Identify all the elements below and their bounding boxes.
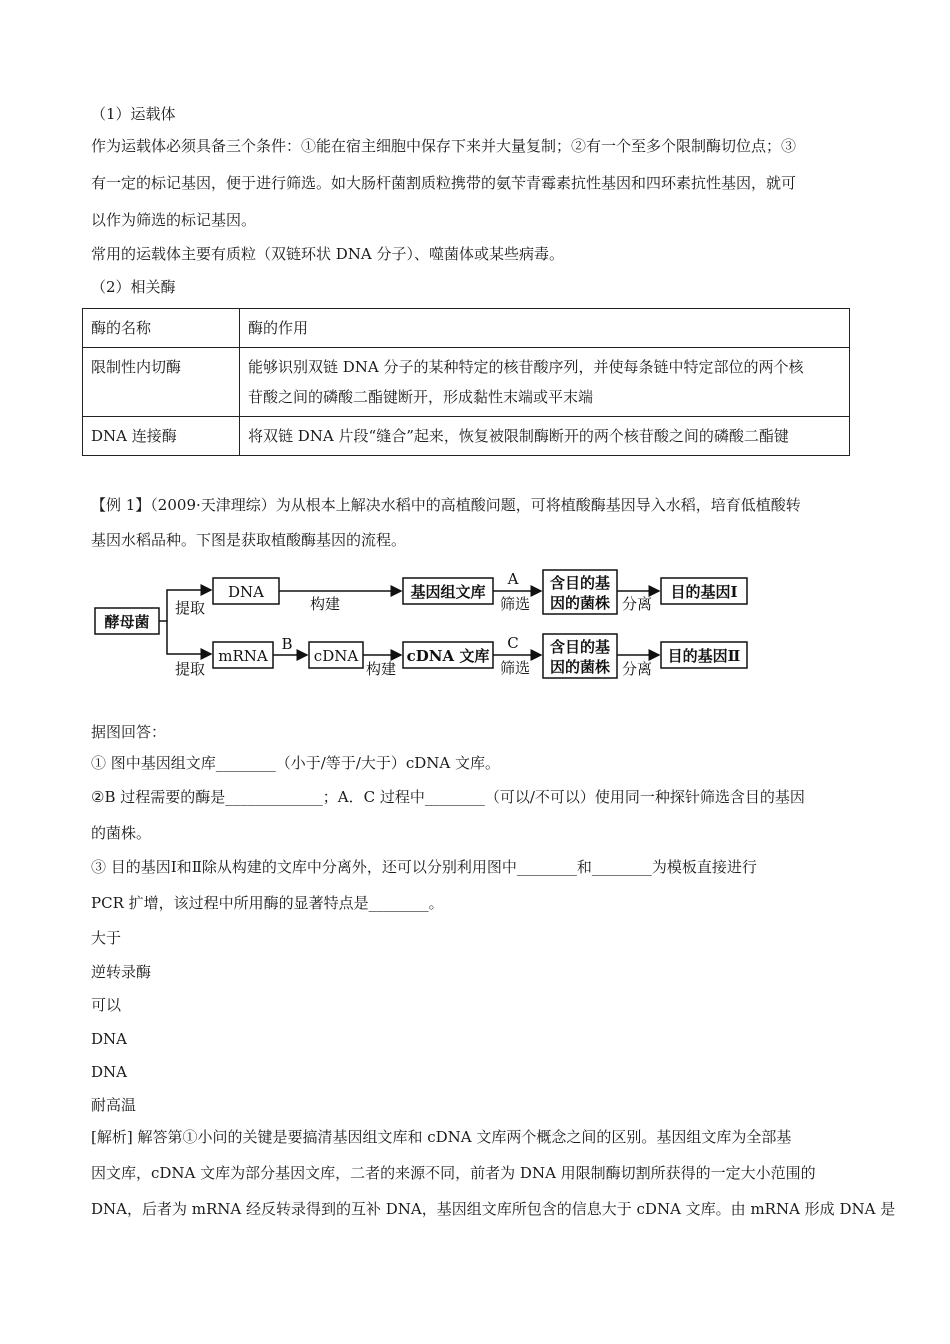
enzyme-effect-line: 苷酸之间的磷酸二酯键断开，形成黏性末端或平末端 (248, 388, 594, 406)
screen-label-top: 筛选 (499, 595, 531, 613)
separate-label-top: 分离 (621, 595, 653, 613)
strain-label-bottom-1: 含目的基 (549, 638, 611, 656)
cdna-label: cDNA (313, 647, 359, 665)
enzyme-table (82, 308, 850, 456)
analysis-line2: 因文库，cDNA 文库为部分基因文库，二者的来源不同，前者为 DNA 用限制酶切割所获得的一定大小范围的 (91, 1164, 816, 1182)
question-3-line1: ③ 目的基因Ⅰ和Ⅱ除从构建的文库中分离外，还可以分别利用图中________和________为模板直接进行 (91, 858, 757, 876)
question-3-line2: PCR 扩增，该过程中所用酶的显著特点是________。 (91, 894, 444, 912)
step-c-label: C (507, 634, 519, 652)
section1-heading: （1）运载体 (91, 105, 176, 123)
analysis-line3: DNA，后者为 mRNA 经反转录得到的互补 DNA，基因组文库所包含的信息大于 cDNA 文库。由 mRNA 形成 DNA 是 (91, 1200, 896, 1218)
strain-label-top-2: 因的菌株 (549, 594, 611, 612)
target-gene-2-label: 目的基因Ⅱ (667, 647, 741, 665)
section2-heading: （2）相关酶 (91, 278, 176, 296)
answer-5: DNA (91, 1063, 127, 1081)
table-row (83, 417, 850, 456)
enzyme-effect-line: 能够识别双链 DNA 分子的某种特定的核苷酸序列，并使每条链中特定部位的两个核 (248, 358, 804, 376)
analysis-line1: [解析] 解答第①小问的关键是要搞清基因组文库和 cDNA 文库两个概念之间的区别。基因组文库为全部基 (91, 1128, 792, 1146)
mrna-label: mRNA (218, 647, 268, 665)
gene-acquisition-flowchart (93, 566, 753, 686)
branch-bottom-arrow (167, 621, 211, 654)
common-vectors: 常用的运载体主要有质粒（双链环状 DNA 分子）、噬菌体或某些病毒。 (91, 245, 565, 263)
vector-conditions-line2: 有一定的标记基因，便于进行筛选。如大肠杆菌割质粒携带的氨苄青霉素抗性基因和四环素抗性基因，就可 (91, 174, 797, 192)
enzyme-name: DNA 连接酶 (83, 417, 240, 456)
answer-3: 可以 (91, 996, 122, 1014)
table-header-effect: 酶的作用 (240, 309, 850, 348)
dna-label: DNA (228, 583, 264, 601)
screen-label-bottom: 筛选 (499, 659, 531, 677)
questions-intro: 据图回答： (91, 723, 167, 741)
vector-conditions-line3: 以作为筛选的标记基因。 (91, 211, 257, 229)
genomic-library-label: 基因组文库 (410, 583, 486, 601)
extract-label-top: 提取 (175, 599, 206, 617)
step-a-label: A (507, 570, 519, 588)
strain-label-top-1: 含目的基 (549, 574, 611, 592)
example-line1: 【例 1】（2009·天津理综）为从根本上解决水稻中的高植酸问题，可将植酸酶基因导入水稻，培育低植酸转 (91, 496, 801, 514)
strain-label-bottom-2: 因的菌株 (549, 658, 611, 676)
table-header-row (83, 309, 850, 348)
build-label-top: 构建 (309, 595, 341, 613)
enzyme-effect: 将双链 DNA 片段“缝合”起来，恢复被限制酶断开的两个核苷酸之间的磷酸二酯键 (240, 417, 850, 456)
extract-label-bottom: 提取 (175, 660, 206, 678)
question-1: ① 图中基因组文库________（小于/等于/大于）cDNA 文库。 (91, 754, 501, 772)
answer-6: 耐高温 (91, 1096, 137, 1114)
answer-1: 大于 (91, 929, 122, 947)
separate-label-bottom: 分离 (621, 660, 653, 678)
table-header-name: 酶的名称 (83, 309, 240, 348)
example-line2: 基因水稻品种。下图是获取植酸酶基因的流程。 (91, 531, 407, 549)
yeast-label: 酵母菌 (104, 613, 150, 631)
enzyme-effect (240, 348, 850, 417)
question-2-line1: ②B 过程需要的酶是_____________；A．C 过程中________（可以/不可以）使用同一种探针筛选含目的基因 (91, 788, 805, 806)
answer-2: 逆转录酶 (91, 963, 152, 981)
answer-4: DNA (91, 1030, 127, 1048)
question-2-line2: 的菌株。 (91, 824, 152, 842)
table-row (83, 348, 850, 417)
vector-conditions-line1: 作为运载体必须具备三个条件：①能在宿主细胞中保存下来并大量复制；②有一个至多个限制酶切位点；③ (91, 137, 797, 155)
target-gene-1-label: 目的基因Ⅰ (670, 583, 738, 601)
step-b-label: B (281, 635, 293, 653)
enzyme-name: 限制性内切酶 (83, 348, 240, 417)
build-label-bottom: 构建 (365, 660, 397, 678)
cdna-library-label: cDNA 文库 (406, 647, 490, 665)
